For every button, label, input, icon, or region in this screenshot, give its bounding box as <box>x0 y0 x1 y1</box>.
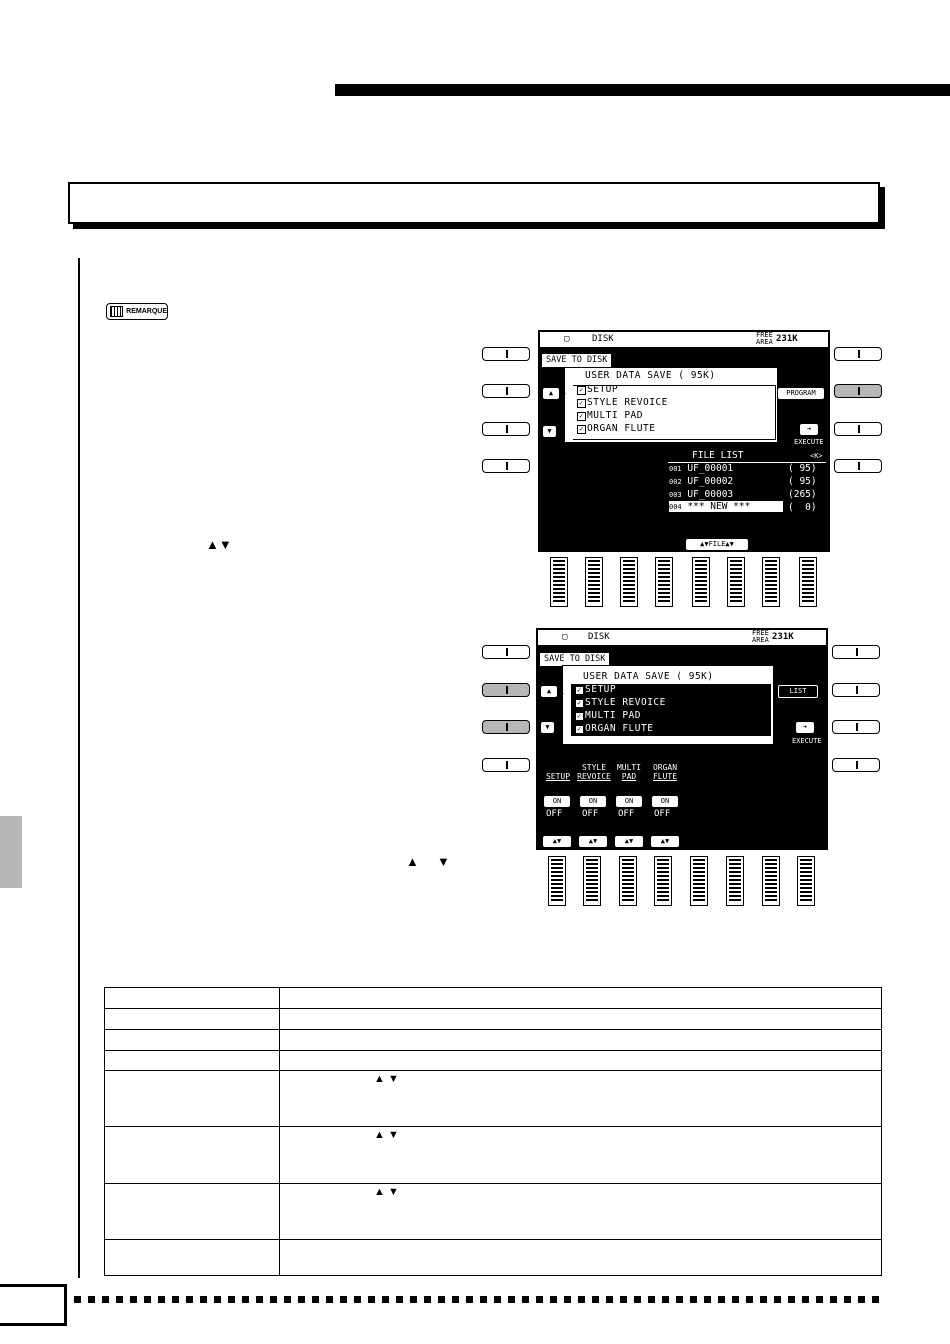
updown-arrows-text: ▲ ▼ <box>374 1129 399 1141</box>
note-label: REMARQUE <box>126 308 167 315</box>
settings-table <box>104 987 882 1276</box>
updown-arrows-text: ▲ ▼ <box>374 1073 399 1085</box>
checkbox-icon: ✓ <box>575 725 584 734</box>
table-row <box>105 1009 882 1030</box>
keyboard-icon <box>110 306 123 317</box>
margin-line <box>78 258 80 1278</box>
execute-label: EXECUTE <box>794 438 824 446</box>
table-row <box>105 1184 882 1240</box>
table-row <box>105 1240 882 1276</box>
disk-save-icon[interactable]: ➜ <box>800 424 818 435</box>
list-button[interactable]: LIST <box>778 685 818 698</box>
lcd-title: DISK <box>588 632 610 642</box>
file-row[interactable]: 002 UF_00002 <box>669 476 734 487</box>
slider-5[interactable] <box>690 856 708 906</box>
tab-save-to-disk[interactable]: SAVE TO DISK <box>540 653 609 666</box>
table-row <box>105 988 882 1009</box>
right-button-1[interactable] <box>832 645 880 659</box>
left-button-1[interactable] <box>482 347 530 361</box>
section-title-box <box>68 182 880 224</box>
table-row <box>105 1051 882 1071</box>
slider-4[interactable] <box>655 557 673 607</box>
scroll-top-icon[interactable]: ▲ <box>541 686 557 697</box>
scroll-down-icon[interactable]: ▼ <box>541 722 554 733</box>
col-updown-button[interactable]: ▲▼ <box>651 836 679 847</box>
slider-4[interactable] <box>654 856 672 906</box>
note-badge <box>106 303 168 320</box>
left-button-4[interactable] <box>482 459 530 473</box>
toggle-on-style-revoice[interactable]: ON <box>580 796 606 807</box>
slider-6[interactable] <box>727 557 745 607</box>
slider-5[interactable] <box>692 557 710 607</box>
item-setup[interactable]: ✓ SETUP <box>577 384 618 395</box>
slider-2[interactable] <box>585 557 603 607</box>
item-organ-flute[interactable]: ✓ ORGAN FLUTE <box>575 723 653 734</box>
slider-8[interactable] <box>797 856 815 906</box>
left-button-3[interactable] <box>482 422 530 436</box>
left-button-3[interactable] <box>482 720 530 734</box>
item-multi-pad[interactable]: ✓ MULTI PAD <box>575 710 641 721</box>
table-row <box>105 1071 882 1127</box>
checkbox-icon: ✓ <box>577 386 586 395</box>
page-number: 1 <box>560 688 565 696</box>
right-button-1[interactable] <box>834 347 882 361</box>
panel-title: USER DATA SAVE ( 95K) <box>585 370 716 381</box>
free-area-value: 231K <box>772 632 794 642</box>
off-label: OFF <box>654 809 671 819</box>
lcd-screen-save-settings <box>536 628 828 850</box>
file-selector[interactable]: ▲▼FILE▲▼ <box>686 539 748 550</box>
slider-1[interactable] <box>550 557 568 607</box>
checkbox-icon: ✓ <box>577 412 586 421</box>
col-head: ORGAN FLUTE <box>652 763 678 781</box>
save-panel <box>564 367 778 443</box>
right-button-2[interactable] <box>832 683 880 697</box>
file-size: (265) <box>788 489 817 500</box>
table-row <box>105 1127 882 1184</box>
item-setup[interactable]: ✓ SETUP <box>575 684 616 695</box>
disk-save-icon[interactable]: ➜ <box>796 722 814 733</box>
right-button-4[interactable] <box>834 459 882 473</box>
page-number: 1 <box>562 388 567 396</box>
floppy-icon: ▢ <box>562 632 568 642</box>
scroll-down-icon[interactable]: ▼ <box>543 426 556 437</box>
file-row[interactable]: 003 UF_00003 <box>669 489 734 500</box>
slider-7[interactable] <box>762 856 780 906</box>
file-row-selected[interactable]: 004 *** NEW *** <box>669 501 783 512</box>
floppy-icon: ▢ <box>564 334 570 344</box>
right-button-3[interactable] <box>834 422 882 436</box>
file-size: ( 95) <box>788 463 817 474</box>
footer-dotted-rule <box>74 1296 884 1303</box>
free-area-label: FREE AREA <box>756 331 773 346</box>
toggle-on-setup[interactable]: ON <box>544 796 570 807</box>
lcd-header <box>538 630 826 645</box>
file-size: ( 0) <box>788 502 817 513</box>
checkbox-icon: ✓ <box>575 686 584 695</box>
right-button-2[interactable] <box>834 384 882 398</box>
file-list-unit: <K> <box>810 452 823 460</box>
slider-3[interactable] <box>620 557 638 607</box>
item-style-revoice[interactable]: ✓ STYLE REVOICE <box>577 397 668 408</box>
up-arrow-text: ▲ <box>406 854 419 869</box>
tab-save-to-disk[interactable]: SAVE TO DISK <box>542 354 611 367</box>
right-button-3[interactable] <box>832 720 880 734</box>
col-updown-button[interactable]: ▲▼ <box>615 836 643 847</box>
item-organ-flute[interactable]: ✓ ORGAN FLUTE <box>577 423 655 434</box>
checkbox-icon: ✓ <box>577 425 586 434</box>
lcd-screen-save-list <box>538 330 830 552</box>
item-multi-pad[interactable]: ✓ MULTI PAD <box>577 410 643 421</box>
file-size: ( 95) <box>788 476 817 487</box>
col-updown-button[interactable]: ▲▼ <box>579 836 607 847</box>
file-row[interactable]: 001 UF_00001 <box>669 463 734 474</box>
chapter-tab <box>0 816 22 888</box>
save-panel <box>562 665 774 745</box>
item-style-revoice[interactable]: ✓ STYLE REVOICE <box>575 697 666 708</box>
right-button-4[interactable] <box>832 758 880 772</box>
col-updown-button[interactable]: ▲▼ <box>543 836 571 847</box>
lcd-header <box>540 332 828 347</box>
free-area-value: 231K <box>776 334 798 344</box>
header-rule <box>335 84 950 96</box>
down-arrow-text: ▼ <box>437 854 450 869</box>
slider-1[interactable] <box>548 856 566 906</box>
updown-arrows-text: ▲▼ <box>206 537 232 552</box>
toggle-on-multi-pad[interactable]: ON <box>616 796 642 807</box>
execute-label: EXECUTE <box>792 737 822 745</box>
free-area-label: FREE AREA <box>752 629 769 644</box>
col-head: SETUP <box>545 772 571 781</box>
toggle-on-organ-flute[interactable]: ON <box>652 796 678 807</box>
scroll-top-icon[interactable]: ▲ <box>543 388 559 399</box>
left-button-2[interactable] <box>482 384 530 398</box>
off-label: OFF <box>618 809 635 819</box>
slider-2[interactable] <box>583 856 601 906</box>
panel-title: USER DATA SAVE ( 95K) <box>583 671 714 682</box>
slider-3[interactable] <box>619 856 637 906</box>
left-button-2[interactable] <box>482 683 530 697</box>
left-button-4[interactable] <box>482 758 530 772</box>
slider-7[interactable] <box>762 557 780 607</box>
left-button-1[interactable] <box>482 645 530 659</box>
program-button[interactable]: PROGRAM <box>778 388 824 399</box>
checkbox-icon: ✓ <box>575 712 584 721</box>
page-number-box <box>0 1284 67 1326</box>
lcd-title: DISK <box>592 334 614 344</box>
file-list-title: FILE LIST <box>692 450 744 461</box>
table-row <box>105 1030 882 1051</box>
off-label: OFF <box>546 809 563 819</box>
col-head: STYLE REVOICE <box>577 763 611 781</box>
checkbox-icon: ✓ <box>575 699 584 708</box>
updown-arrows-text: ▲ ▼ <box>374 1186 399 1198</box>
slider-6[interactable] <box>726 856 744 906</box>
off-label: OFF <box>582 809 599 819</box>
slider-8[interactable] <box>799 557 817 607</box>
checkbox-icon: ✓ <box>577 399 586 408</box>
col-head: MULTI PAD <box>616 763 642 781</box>
